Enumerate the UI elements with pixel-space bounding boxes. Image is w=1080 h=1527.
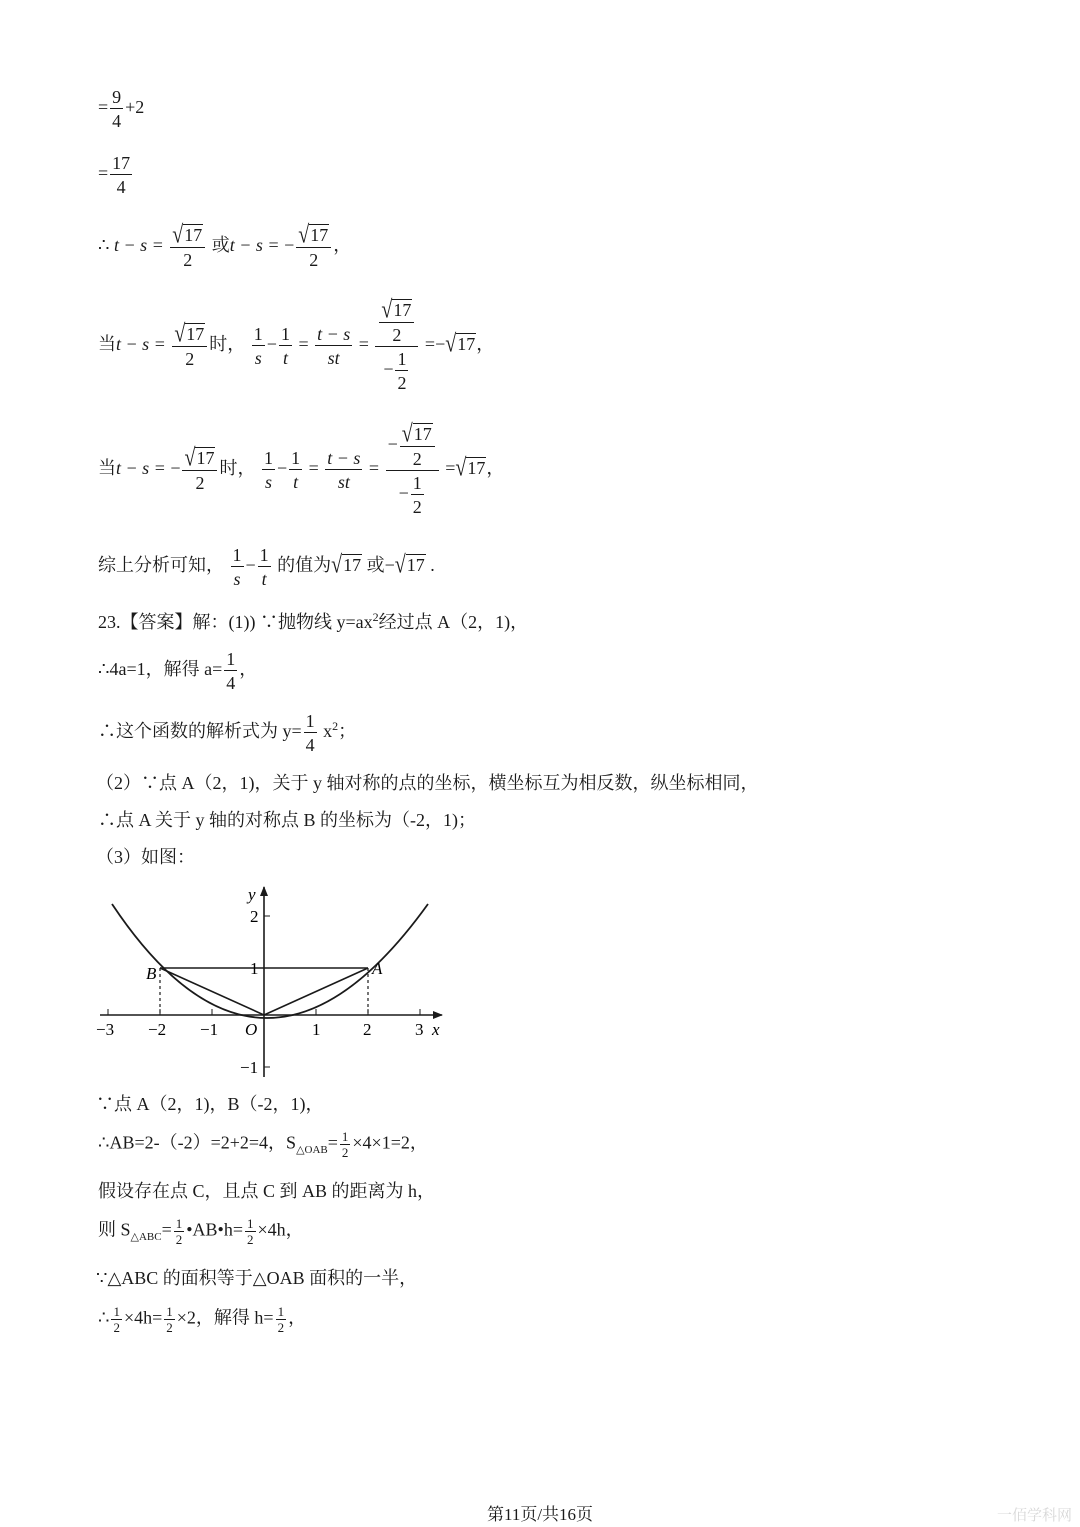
q23-line-7: ∵点 A（2，1)，B（-2，1)， [96,1094,324,1114]
q23-line-11: ∵△ABC 的面积等于△OAB 面积的一半， [96,1268,418,1288]
watermark: 一佰学科网 [996,1508,1072,1524]
segment-ob [160,968,264,1015]
x-axis-label: x [432,1020,440,1039]
q23-line-10: 则 $S_{\triangle ABC}=$ $\frac{1}{2}$ •AB•h= $\frac{1}{2}$ ×4h， [98,1216,304,1247]
eq-line-1: = $\frac{9}{4}$ +2 [98,87,145,131]
eq-line-3: ∴ t − s = $\frac{√17}{2}$ 或t − s = − $\frac{√17}{2}$ ， [98,221,352,270]
eq-line-5: 当t − s = − $\frac{√17}{2}$ 时， $\frac{1}{s}$ − $\frac{1}{t}$ = $\frac{t - s}{st}$ = − $\frac{√17}{2}$ − $\frac{1}{2}$ =√17， [98,420,505,517]
q23-line-3: ∴这个函数的解析式为 y= $\frac{1}{4}$ $x^2$； [98,711,357,755]
origin-label: O [245,1020,258,1039]
q23-line-12: ∴ $\frac{1}{2}$ ×4h= $\frac{1}{2}$ ×2，解得 h= $\frac{1}{2}$ ， [98,1304,307,1335]
y-tick-2: 2 [250,907,259,926]
x-tick-2: 2 [363,1020,372,1039]
x-tick-1: 1 [312,1020,321,1039]
q23-line-1: 23.【答案】解：(1)) ∵抛物线 $y=ax^2$经过点 A（2，1)， [98,610,529,632]
summary-line: 综上分析可知， $\frac{1}{s}$ − $\frac{1}{t}$ 的值为√17 或−√17 . [98,545,435,589]
parabola-graph [92,882,452,1082]
q23-line-5: ∴点 A 关于 y 轴的对称点 B 的坐标为（-2，1)； [98,810,476,830]
q23-line-9: 假设存在点 C，且点 C 到 AB 的距离为 h， [98,1181,436,1201]
point-b-label: B [146,964,157,983]
x-tick-neg3: −3 [96,1020,115,1039]
x-tick-3: 3 [415,1020,424,1039]
eq-line-2: = $\frac{17}{4}$ [98,153,131,197]
y-tick-neg1: −1 [240,1058,259,1077]
eq-line-4: 当t − s = $\frac{√17}{2}$ 时， $\frac{1}{s}$ − $\frac{1}{t}$ = $\frac{t - s}{st}$ = $\frac{√17}{2}$ − $\frac{1}{2}$ =−√17， [98,296,495,393]
x-tick-neg1: −1 [200,1020,219,1039]
y-tick-1: 1 [250,959,259,978]
q23-line-4: （2）∵点 A（2，1)，关于 y 轴对称的点的坐标，横坐标互为相反数，纵坐标相同， [96,773,759,793]
q23-line-8: ∴AB=2-（-2）=2+2=4，$S_{\triangle OAB}=$ $\frac{1}{2}$ ×4×1=2， [98,1129,428,1160]
q23-line-6: （3）如图： [96,847,195,867]
q23-line-2: ∴4a=1，解得 a= $\frac{1}{4}$ ， [98,649,258,693]
x-tick-neg2: −2 [148,1020,167,1039]
y-axis-label: y [248,885,256,904]
point-a-label: A [372,959,383,978]
page-footer: 第11页/共16页 [486,1505,594,1524]
